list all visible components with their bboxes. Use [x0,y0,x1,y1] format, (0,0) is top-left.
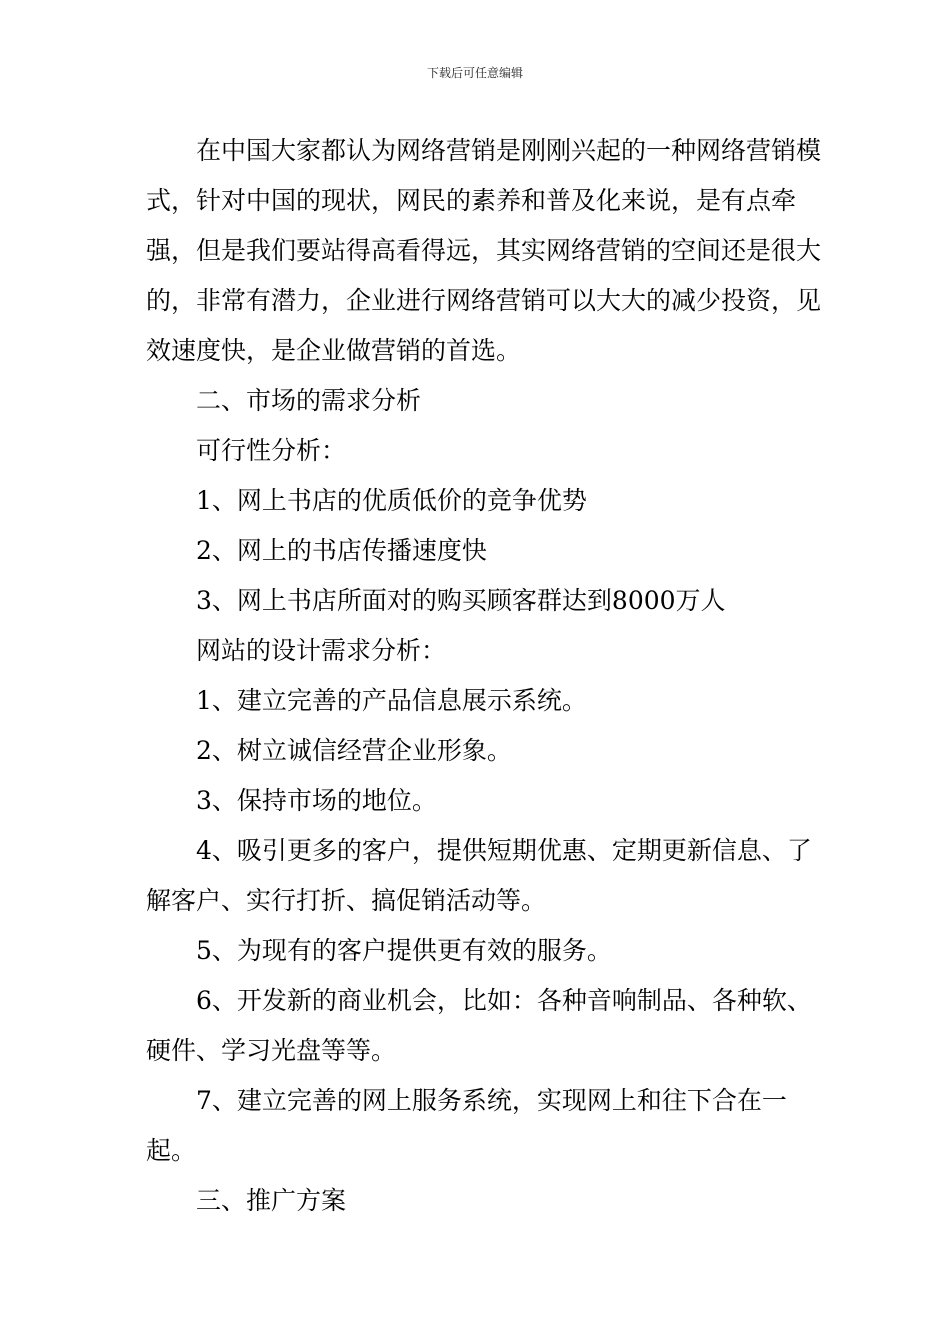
document-body [146,126,826,1226]
page-header-note: 下载后可任意编辑 [426,66,523,80]
subheading-feasibility: 可行性分析： [196,436,347,465]
list-item-design-1: 1、建立完善的产品信息展示系统。 [196,686,587,715]
list-item-feasibility-3: 3、网上书店所面对的购买顾客群达到8000万人 [196,586,726,615]
heading-promotion-plan: 三、推广方案 [196,1186,347,1215]
paragraph-intro: 在中国大家都认为网络营销是刚刚兴起的一种网络营销模式，针对中国的现状，网民的素养和普及化来说，是有点牵强，但是我们要站得高看得远，其实网络营销的空间还是很大的，非常有潜力，企业进行网络营销可以大大的减少投资，见效速度快，是企业做营销的首选。 [146,136,822,365]
list-item-design-6: 6、开发新的商业机会，比如：各种音响制品、各种软、硬件、学习光盘等等。 [146,986,812,1065]
heading-market-demand: 二、市场的需求分析 [196,386,422,415]
list-item-design-5: 5、为现有的客户提供更有效的服务。 [196,936,612,965]
list-item-feasibility-2: 2、网上的书店传播速度快 [196,536,487,565]
list-item-design-7: 7、建立完善的网上服务系统，实现网上和往下合在一起。 [146,1086,787,1165]
list-item-design-4: 4、吸引更多的客户，提供短期优惠、定期更新信息、了解客户、实行打折、搞促销活动等。 [146,836,812,915]
list-item-design-3: 3、保持市场的地位。 [196,786,437,815]
list-item-design-2: 2、树立诚信经营企业形象。 [196,736,512,765]
list-item-feasibility-1: 1、网上书店的优质低价的竞争优势 [196,486,587,515]
subheading-design-requirements: 网站的设计需求分析： [196,636,447,665]
